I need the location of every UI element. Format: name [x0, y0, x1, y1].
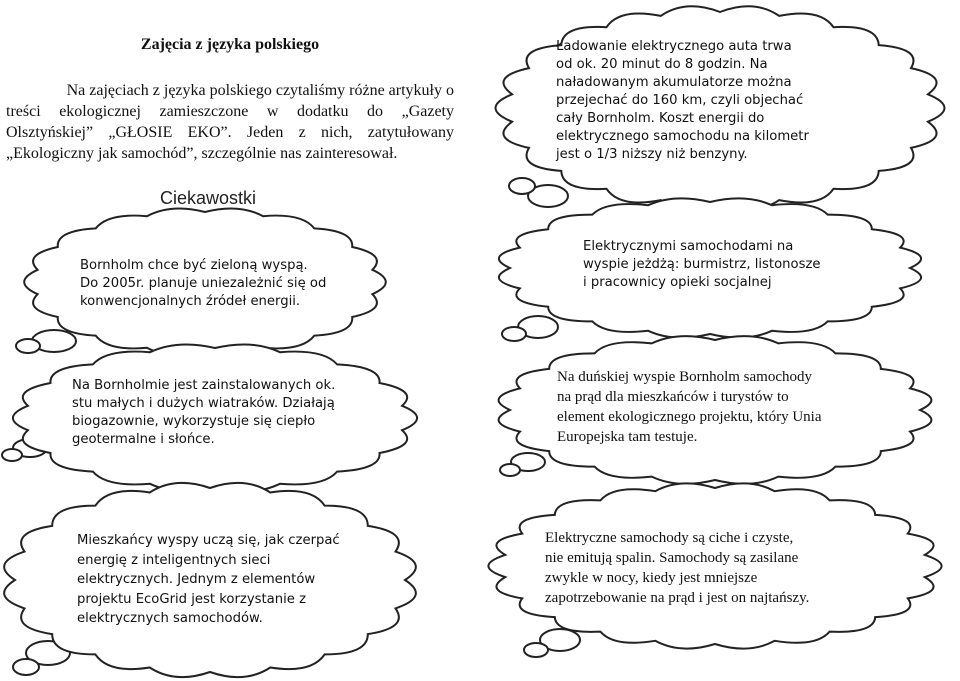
- cloud-line: i pracownicy opieki socjalnej: [583, 275, 772, 290]
- cloud-line: geotermalne i słońce.: [72, 432, 215, 447]
- cloud-line: cały Bornholm. Koszt energii do: [556, 111, 765, 126]
- cloud-line: projektu EcoGrid jest korzystanie z: [77, 591, 306, 607]
- cloud-line: jest o 1/3 niższy niż benzyny.: [556, 147, 748, 162]
- cloud-line: elektrycznych. Jednym z elementów: [77, 572, 316, 587]
- cloud-line: przejechać do 160 km, czyli objechać: [556, 93, 804, 108]
- cloud-line: Ładowanie elektrycznego auta trwa: [556, 39, 792, 54]
- cloud-line: Mieszkańcy wyspy uczą się, jak czerpać: [77, 533, 340, 548]
- intro-line: Olsztyńskiej” „GŁOSIE EKO”. Jeden z nich, zatytułowany: [6, 124, 454, 141]
- cloud-line: konwencjonalnych źródeł energii.: [80, 294, 301, 309]
- cloud-line: Na Bornholmie jest zainstalowanych ok.: [72, 378, 336, 393]
- cloud-line: zwykle w nocy, kiedy jest mniejsze: [545, 570, 758, 586]
- page-title: Zajęcia z języka polskiego: [140, 36, 320, 53]
- intro-paragraph: [6, 80, 454, 164]
- cloud-line: Europejska tam testuje.: [557, 429, 698, 445]
- intro-line: treści ekologicznej zamieszczone w dodatku do „Gazety: [6, 103, 454, 120]
- thought-bubble: [502, 327, 526, 341]
- cloud-text-quiet-cars: [545, 528, 809, 608]
- thought-bubble: [509, 178, 535, 194]
- cloud-line: element ekologicznego projektu, który Unia: [557, 409, 822, 425]
- cloud-line: naładowanym akumulatorze można: [556, 75, 792, 90]
- cloud-text-eu-project: [557, 367, 822, 447]
- cloud-line: elektrycznych samochodów.: [77, 611, 263, 626]
- cloud-line: wyspie jeżdżą: burmistrz, listonosze: [583, 257, 821, 272]
- cloud-line: energię z inteligentnych sieci: [77, 552, 271, 568]
- cloud-line: stu małych i dużych wiatraków. Działają: [72, 396, 335, 411]
- thought-bubble: [524, 643, 548, 657]
- cloud-text-green-island: [80, 257, 326, 311]
- cloud-text-charging: [556, 38, 809, 164]
- cloud-line: Na duńskiej wyspie Bornholm samochody: [557, 369, 812, 385]
- cloud-line: Elektrycznymi samochodami na: [583, 239, 794, 254]
- cloud-text-drivers: [583, 238, 820, 292]
- cloud-line: Elektryczne samochody są ciche i czyste,: [545, 530, 794, 546]
- cloud-text-ecogrid: [77, 531, 340, 629]
- thought-bubble: [13, 659, 39, 675]
- cloud-line: biogazownie, wykorzystuje się ciepło: [72, 414, 316, 429]
- cloud-line: nie emitują spalin. Samochody są zasilane: [545, 550, 799, 566]
- intro-line: Na zajęciach z języka polskiego czytaliśmy różne artykuły o: [66, 82, 454, 99]
- cloud-line: elektrycznego samochodu na kilometr: [556, 129, 809, 144]
- cloud-text-windmills: [72, 377, 335, 449]
- cloud-line: Do 2005r. planuje uniezależnić się od: [80, 276, 327, 291]
- cloud-line: na prąd dla mieszkańców i turystów to: [557, 389, 789, 405]
- cloud-line: Bornholm chce być zieloną wyspą.: [80, 258, 308, 273]
- cloud-line: zapotrzebowanie na prąd i jest on najtańszy.: [545, 590, 810, 606]
- thought-bubble: [16, 339, 40, 353]
- thought-bubble: [2, 449, 22, 461]
- thought-bubble: [500, 464, 520, 476]
- intro-line: „Ekologiczny jak samochód”, szczególnie nas zainteresował.: [6, 145, 398, 162]
- section-heading-ciekawostki: Ciekawostki: [160, 188, 257, 208]
- cloud-line: od ok. 20 minut do 8 godzin. Na: [556, 57, 768, 72]
